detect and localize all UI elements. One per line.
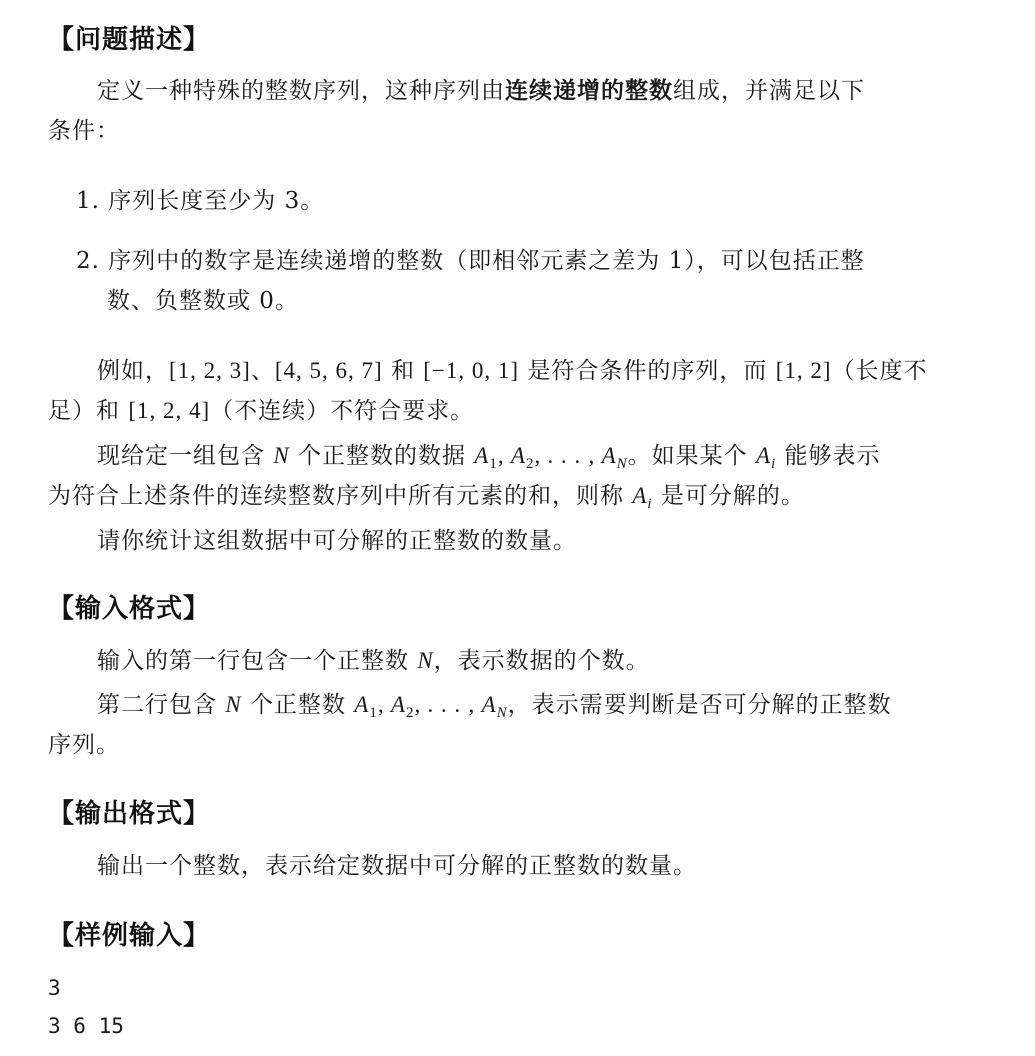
text: 、: [250, 358, 275, 384]
section-heading-sample-input: 【样例输入】: [48, 921, 211, 951]
input-line-2-continuation: 序列。: [48, 732, 120, 758]
math-var-ai: $A_i$: [755, 443, 777, 472]
section-heading-output-format: 【输出格式】: [48, 799, 211, 829]
given-paragraph-line-1: [97, 441, 881, 471]
text: ，表示数据的个数。: [433, 648, 650, 674]
math-sequence: [−1, 0, 1]: [423, 358, 520, 383]
list-text: 序列中的数字是连续递增的整数（即相邻元素之差为 1），可以包括正整: [108, 248, 865, 274]
list-item-2: [76, 246, 865, 276]
math-sequence: [1, 2]: [775, 358, 832, 383]
text: 个正整数: [241, 692, 355, 718]
text: ，表示需要判断是否可分解的正整数: [507, 692, 892, 718]
example-paragraph-line-2: [48, 396, 474, 426]
math-sequence: [1, 2, 3]: [169, 358, 251, 383]
given-paragraph-line-2: [48, 481, 805, 511]
math-var-n: N: [273, 443, 290, 468]
section-heading-problem: 【问题描述】: [48, 25, 211, 55]
ask-paragraph: 请你统计这组数据中可分解的正整数的数量。: [97, 528, 577, 554]
example-paragraph-line-1: [97, 356, 928, 386]
sample-input-line-2: 3 6 15: [48, 1014, 124, 1038]
text: （长度不: [831, 358, 928, 384]
problem-paragraph-1-line-2: 条件：: [48, 118, 120, 144]
math-sequence: [4, 5, 6, 7]: [274, 358, 383, 383]
math-var-n: N: [417, 648, 434, 673]
input-line-1: [97, 646, 650, 676]
text: 输入的第一行包含一个正整数: [97, 648, 418, 674]
problem-paragraph-1-line-1: [97, 76, 865, 106]
text: 和: [382, 358, 424, 384]
section-heading-input-format: 【输入格式】: [48, 594, 211, 624]
text: 定义一种特殊的整数序列，这种序列由: [97, 78, 505, 104]
text: 是可分解的。: [652, 483, 805, 509]
text: 为符合上述条件的连续整数序列中所有元素的和，则称: [48, 483, 633, 509]
list-number: 1.: [76, 188, 100, 214]
text: 能够表示: [776, 443, 881, 469]
list-item-2-continuation: 数、负整数或 0。: [107, 288, 299, 314]
list-number: 2.: [76, 248, 100, 274]
text: 个正整数的数据: [289, 443, 475, 469]
output-line-1: 输出一个整数，表示给定数据中可分解的正整数的数量。: [97, 853, 697, 879]
list-item-1: [76, 186, 324, 216]
text: 第二行包含: [97, 692, 226, 718]
input-line-2: [97, 690, 892, 720]
text: （不连续）不符合要求。: [210, 398, 475, 424]
text: 是符合条件的序列，而: [519, 358, 776, 384]
math-sequence: [1, 2, 4]: [128, 398, 211, 423]
text: 足）和: [48, 398, 129, 424]
text: 组成，并满足以下: [673, 78, 865, 104]
math-var-n: N: [225, 692, 242, 717]
text: 现给定一组包含: [97, 443, 274, 469]
list-text: 序列长度至少为 3。: [108, 188, 325, 214]
text: 例如，: [97, 358, 169, 384]
math-var-ai: $A_i$: [632, 483, 653, 512]
bold-text: 连续递增的整数: [505, 78, 673, 104]
math-array-a: $A_1$, $A_2$, . . . , $A_N$: [474, 443, 628, 472]
math-array-a: $A_1$, $A_2$, . . . , $A_N$: [354, 692, 508, 721]
sample-input-line-1: 3: [48, 976, 61, 1000]
text: 。如果某个: [627, 443, 756, 469]
